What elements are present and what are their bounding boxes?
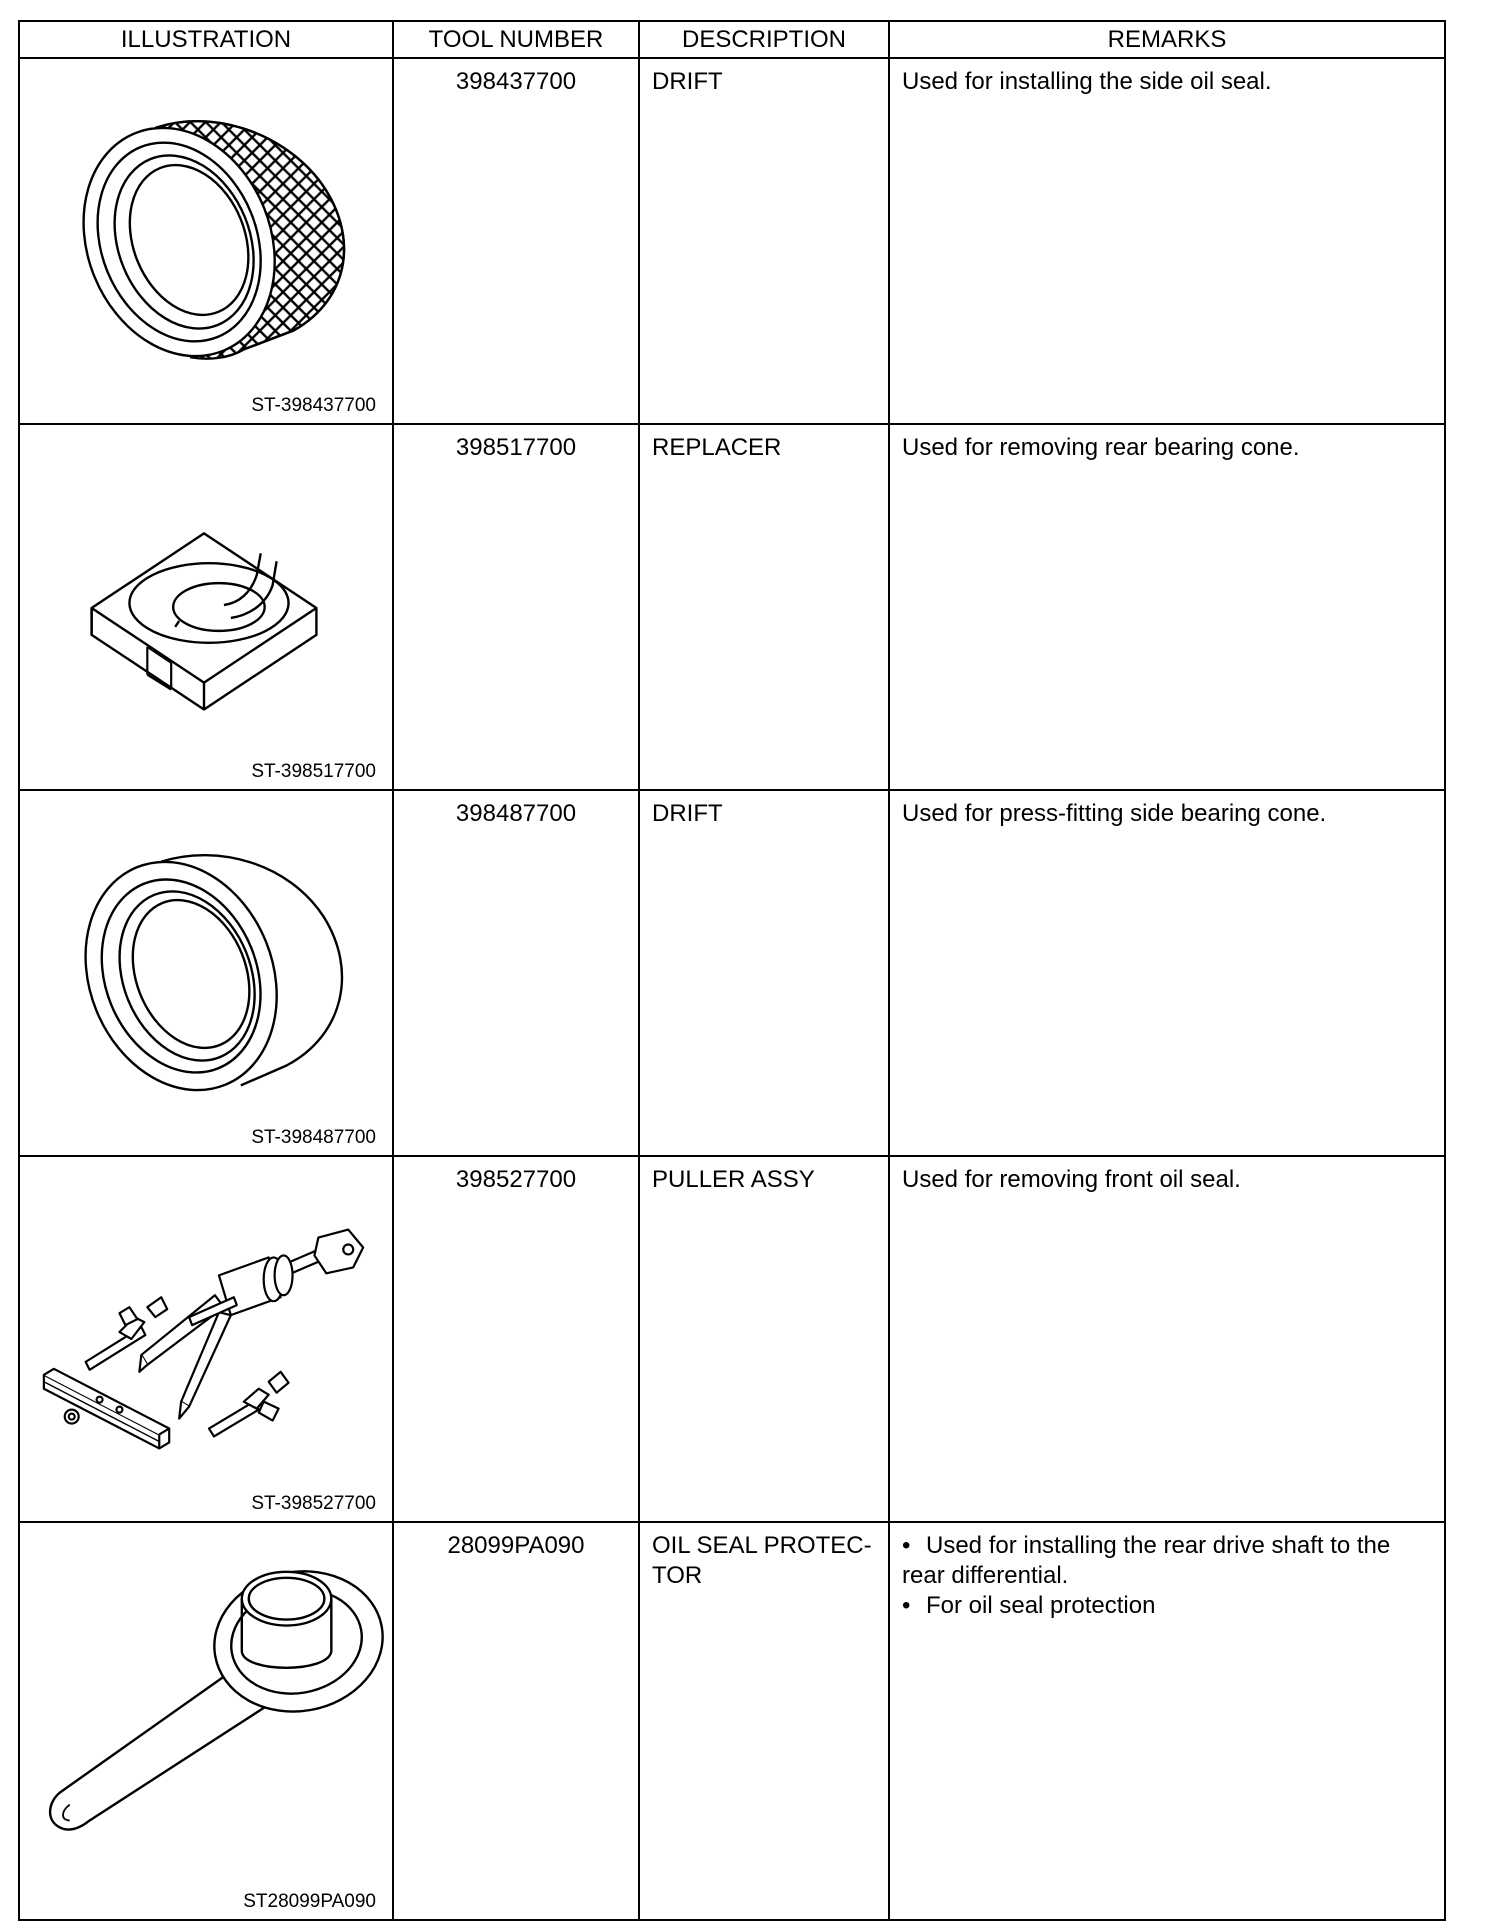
description-line: TOR xyxy=(652,1562,703,1589)
header-row xyxy=(19,21,1445,58)
description-cell xyxy=(639,1156,889,1522)
remarks-text: Used for removing front oil seal. xyxy=(902,1166,1241,1193)
table-row xyxy=(19,424,1445,790)
remarks-line: For oil seal protection xyxy=(926,1592,1156,1619)
drift-ring-illustration xyxy=(20,791,392,1155)
description: REPLACER xyxy=(652,434,782,461)
illustration-code: ST-398437700 xyxy=(251,395,376,416)
special-tools-table xyxy=(18,20,1446,1921)
illustration-code: ST-398487700 xyxy=(251,1127,376,1148)
description: DRIFT xyxy=(652,800,723,827)
remarks-cell xyxy=(889,424,1445,790)
remarks-line: Used for installing the rear drive shaft to the xyxy=(926,1532,1391,1559)
illustration-cell xyxy=(19,58,393,424)
tool-number: 398517700 xyxy=(455,434,577,461)
description: DRIFT xyxy=(652,68,723,95)
header-description: DESCRIPTION xyxy=(639,21,889,58)
tool-number: 398527700 xyxy=(455,1166,577,1193)
illustration-cell xyxy=(19,424,393,790)
remarks-cell xyxy=(889,58,1445,424)
tool-number-cell xyxy=(393,1522,639,1920)
split-replacer-block-illustration xyxy=(20,425,392,789)
list-item xyxy=(902,1591,1432,1621)
remarks-cell xyxy=(889,790,1445,1156)
remarks-cell xyxy=(889,1156,1445,1522)
header-tool-number: TOOL NUMBER xyxy=(393,21,639,58)
puller-assembly-illustration xyxy=(20,1157,392,1521)
header-remarks: REMARKS xyxy=(889,21,1445,58)
remarks-text: Used for press-fitting side bearing cone. xyxy=(902,800,1327,827)
bullet-icon: • xyxy=(902,1592,911,1619)
tool-number-cell xyxy=(393,1156,639,1522)
remarks-cell xyxy=(889,1522,1445,1920)
table-row xyxy=(19,790,1445,1156)
description-cell xyxy=(639,58,889,424)
remarks-text: Used for removing rear bearing cone. xyxy=(902,434,1300,461)
description-cell xyxy=(639,424,889,790)
header-illustration: ILLUSTRATION xyxy=(19,21,393,58)
table-row xyxy=(19,58,1445,424)
remarks-bullet-list xyxy=(902,1531,1432,1621)
remarks-text: Used for installing the side oil seal. xyxy=(902,68,1272,95)
tool-number-cell xyxy=(393,424,639,790)
bullet-icon: • xyxy=(902,1532,911,1559)
remarks-line: rear differential. xyxy=(902,1562,1069,1589)
tool-number: 398487700 xyxy=(455,800,577,827)
list-item xyxy=(902,1531,1432,1591)
tool-number-cell xyxy=(393,790,639,1156)
illustration-cell xyxy=(19,1156,393,1522)
description: PULLER ASSY xyxy=(652,1166,815,1193)
illustration-code: ST-398527700 xyxy=(251,1493,376,1514)
tool-number: 28099PA090 xyxy=(447,1532,585,1559)
oil-seal-protector-illustration xyxy=(20,1523,392,1919)
tool-number-cell xyxy=(393,58,639,424)
table-row xyxy=(19,1522,1445,1920)
description-line: OIL SEAL PROTEC- xyxy=(652,1532,872,1559)
table-row xyxy=(19,1156,1445,1522)
illustration-code: ST28099PA090 xyxy=(243,1891,376,1912)
illustration-code: ST-398517700 xyxy=(251,761,376,782)
tool-number: 398437700 xyxy=(455,68,577,95)
description-cell xyxy=(639,790,889,1156)
illustration-cell xyxy=(19,790,393,1156)
description-cell xyxy=(639,1522,889,1920)
illustration-cell xyxy=(19,1522,393,1920)
knurled-drift-ring-illustration xyxy=(20,59,392,423)
